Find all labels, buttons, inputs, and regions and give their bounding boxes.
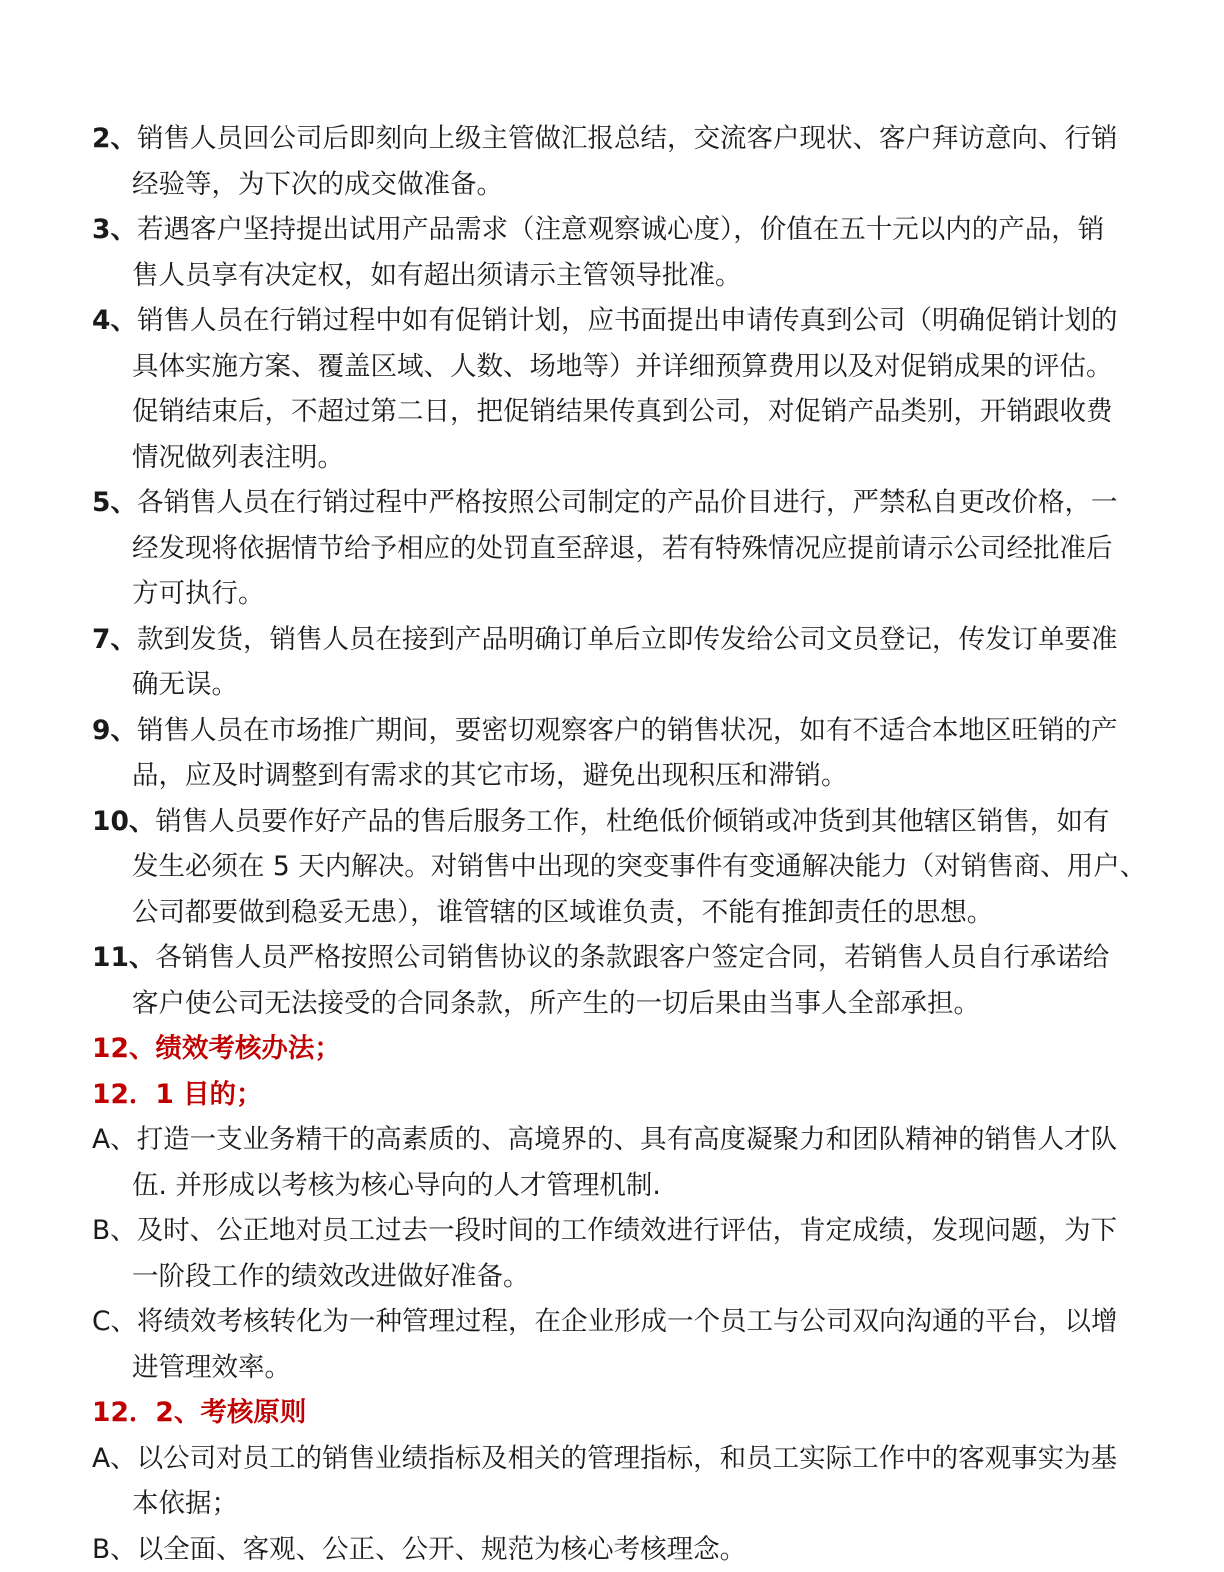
document-body [92, 116, 1156, 1572]
item-text: 以公司对员工的销售业绩指标及相关的管理指标，和员工实际工作中的客观事实为基 [136, 1442, 1118, 1474]
item-letter: A、 [92, 1124, 137, 1155]
item-text: 及时、公正地对员工过去一段时间的工作绩效进行评估，肯定成绩，发现问题，为下 [136, 1215, 1118, 1246]
list-item [92, 1208, 1156, 1299]
item-text: 各销售人员严格按照公司销售协议的条款跟客户签定合同，若销售人员自行承诺给 [155, 942, 1110, 973]
item-text: 款到发货，销售人员在接到产品明确订单后立即传发给公司文员登记，传发订单要准 [136, 623, 1118, 655]
item-text: 打造一支业务精干的高素质的、高境界的、具有高度凝聚力和团队精神的销售人才队 [136, 1124, 1118, 1155]
item-number: 11、 [92, 942, 156, 973]
list-item [92, 1527, 1156, 1572]
item-number: 4、 [92, 305, 137, 336]
item-number: 9、 [92, 714, 137, 746]
list-item [92, 708, 1156, 799]
item-text: 发生必须在 5 天内解决。对销售中出现的突变事件有变通解决能力（对销售商、用户、 [132, 851, 1147, 882]
item-letter: B、 [92, 1215, 137, 1246]
list-item [92, 617, 1156, 708]
list-item [92, 116, 1156, 207]
item-letter: A、 [92, 1442, 137, 1474]
item-text: 公司都要做到稳妥无患），谁管辖的区域谁负责，不能有推卸责任的思想。 [132, 896, 994, 928]
list-item [92, 1299, 1156, 1390]
item-text: 方可执行。 [132, 578, 265, 609]
list-item [92, 480, 1156, 617]
item-number: 3、 [92, 214, 137, 245]
item-text: 客户使公司无法接受的合同条款，所产生的一切后果由当事人全部承担。 [132, 987, 980, 1019]
list-item [92, 207, 1156, 298]
item-letter: C、 [92, 1306, 138, 1337]
item-number: 7、 [92, 623, 137, 655]
item-text: 销售人员回公司后即刻向上级主管做汇报总结，交流客户现状、客户拜访意向、行销 [136, 123, 1118, 154]
item-text: 将绩效考核转化为一种管理过程，在企业形成一个员工与公司双向沟通的平台，以增 [137, 1306, 1118, 1337]
item-text: 各销售人员在行销过程中严格按照公司制定的产品价目进行，严禁私自更改价格，一 [136, 487, 1118, 518]
list-item [92, 1117, 1156, 1208]
item-text: 销售人员要作好产品的售后服务工作，杜绝低价倾销或冲货到其他辖区销售，如有 [155, 805, 1110, 837]
item-text: 经验等，为下次的成交做准备。 [132, 168, 503, 200]
subsection-heading: 12．1 目的； [92, 1078, 263, 1110]
item-number: 5、 [92, 487, 137, 518]
item-text: 若遇客户坚持提出试用产品需求（注意观察诚心度），价值在五十元以内的产品，销 [136, 214, 1105, 245]
list-item [92, 298, 1156, 480]
item-text: 品，应及时调整到有需求的其它市场，避免出现积压和滞销。 [132, 760, 848, 791]
item-text: 具体实施方案、覆盖区域、人数、场地等）并详细预算费用以及对促销成果的评估。 [132, 350, 1113, 382]
item-text: 销售人员在市场推广期间，要密切观察客户的销售状况，如有不适合本地区旺销的产 [136, 714, 1118, 746]
item-text: 以全面、客观、公正、公开、规范为核心考核理念。 [136, 1533, 747, 1565]
item-text: 进管理效率。 [132, 1351, 291, 1383]
item-text: 情况做列表注明。 [132, 441, 344, 473]
item-text: 伍. 并形成以考核为核心导向的人才管理机制. [132, 1169, 661, 1201]
item-text: 售人员享有决定权，如有超出须请示主管领导批准。 [132, 259, 742, 291]
item-text: 经发现将依据情节给予相应的处罚直至辞退，若有特殊情况应提前请示公司经批准后 [132, 532, 1113, 564]
item-number: 2、 [92, 123, 137, 154]
list-item [92, 1436, 1156, 1527]
item-text: 本依据； [132, 1488, 238, 1519]
subsection-heading: 12．2、考核原则 [92, 1397, 307, 1428]
section-heading: 12、绩效考核办法； [92, 1033, 341, 1064]
list-item [92, 799, 1156, 936]
item-text: 促销结束后，不超过第二日，把促销结果传真到公司，对促销产品类别，开销跟收费 [132, 396, 1113, 427]
list-item [92, 935, 1156, 1026]
item-number: 10、 [92, 805, 156, 837]
item-text: 确无误。 [132, 669, 238, 700]
item-text: 销售人员在行销过程中如有促销计划，应书面提出申请传真到公司（明确促销计划的 [136, 305, 1118, 336]
item-letter: B、 [92, 1533, 137, 1565]
item-text: 一阶段工作的绩效改进做好准备。 [132, 1260, 530, 1292]
